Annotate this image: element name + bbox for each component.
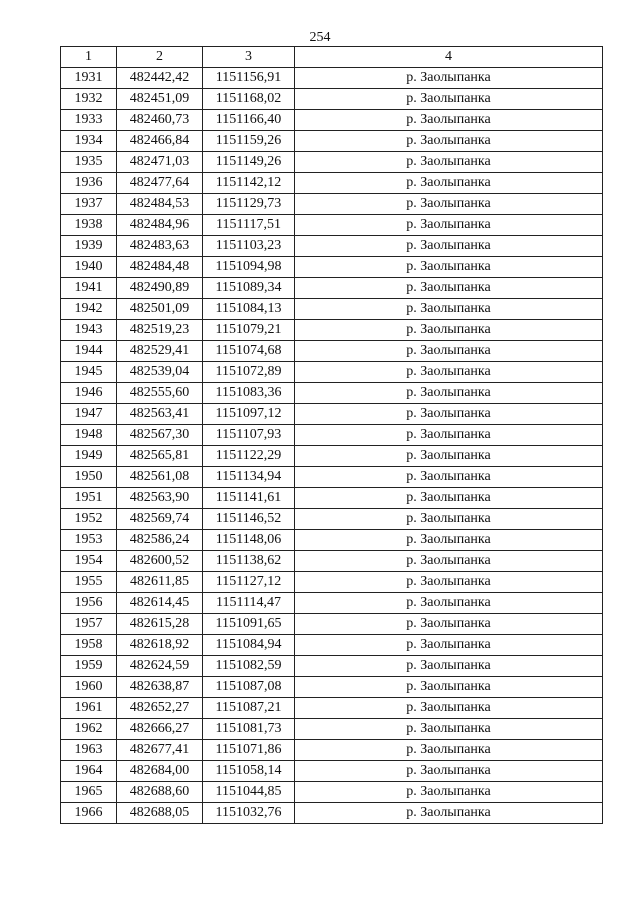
y-coordinate-cell: 1151074,68 — [203, 341, 295, 362]
y-coordinate-cell: 1151097,12 — [203, 404, 295, 425]
table-row — [61, 320, 603, 341]
y-coordinate-cell: 1151084,13 — [203, 299, 295, 320]
table-row — [61, 740, 603, 761]
description-cell: р. Заолыпанка — [295, 341, 603, 362]
x-coordinate-cell: 482677,41 — [117, 740, 203, 761]
table-row — [61, 698, 603, 719]
x-coordinate-cell: 482569,74 — [117, 509, 203, 530]
header-col-4: 4 — [295, 47, 603, 68]
table-row — [61, 236, 603, 257]
point-number-cell: 1943 — [61, 320, 117, 341]
description-cell: р. Заолыпанка — [295, 698, 603, 719]
table-row — [61, 803, 603, 824]
point-number-cell: 1940 — [61, 257, 117, 278]
x-coordinate-cell: 482490,89 — [117, 278, 203, 299]
description-cell: р. Заолыпанка — [295, 131, 603, 152]
description-cell: р. Заолыпанка — [295, 635, 603, 656]
point-number-cell: 1946 — [61, 383, 117, 404]
y-coordinate-cell: 1151032,76 — [203, 803, 295, 824]
table-row — [61, 152, 603, 173]
x-coordinate-cell: 482567,30 — [117, 425, 203, 446]
table-row — [61, 782, 603, 803]
y-coordinate-cell: 1151087,21 — [203, 698, 295, 719]
point-number-cell: 1932 — [61, 89, 117, 110]
x-coordinate-cell: 482684,00 — [117, 761, 203, 782]
y-coordinate-cell: 1151058,14 — [203, 761, 295, 782]
page-number: 254 — [309, 30, 331, 45]
x-coordinate-cell: 482688,60 — [117, 782, 203, 803]
point-number-cell: 1935 — [61, 152, 117, 173]
table-row — [61, 362, 603, 383]
point-number-cell: 1959 — [61, 656, 117, 677]
x-coordinate-cell: 482529,41 — [117, 341, 203, 362]
point-number-cell: 1965 — [61, 782, 117, 803]
description-cell: р. Заолыпанка — [295, 194, 603, 215]
table-row — [61, 488, 603, 509]
point-number-cell: 1937 — [61, 194, 117, 215]
y-coordinate-cell: 1151094,98 — [203, 257, 295, 278]
header-col-3: 3 — [203, 47, 295, 68]
description-cell: р. Заолыпанка — [295, 803, 603, 824]
x-coordinate-cell: 482451,09 — [117, 89, 203, 110]
description-cell: р. Заолыпанка — [295, 719, 603, 740]
y-coordinate-cell: 1151103,23 — [203, 236, 295, 257]
y-coordinate-cell: 1151107,93 — [203, 425, 295, 446]
y-coordinate-cell: 1151149,26 — [203, 152, 295, 173]
x-coordinate-cell: 482638,87 — [117, 677, 203, 698]
x-coordinate-cell: 482561,08 — [117, 467, 203, 488]
x-coordinate-cell: 482600,52 — [117, 551, 203, 572]
point-number-cell: 1947 — [61, 404, 117, 425]
description-cell: р. Заолыпанка — [295, 593, 603, 614]
description-cell: р. Заолыпанка — [295, 530, 603, 551]
table-body — [61, 68, 603, 824]
table-row — [61, 635, 603, 656]
description-cell: р. Заолыпанка — [295, 215, 603, 236]
y-coordinate-cell: 1151159,26 — [203, 131, 295, 152]
table-row — [61, 677, 603, 698]
point-number-cell: 1933 — [61, 110, 117, 131]
y-coordinate-cell: 1151117,51 — [203, 215, 295, 236]
x-coordinate-cell: 482565,81 — [117, 446, 203, 467]
table-row — [61, 257, 603, 278]
point-number-cell: 1966 — [61, 803, 117, 824]
description-cell: р. Заолыпанка — [295, 110, 603, 131]
table-row — [61, 383, 603, 404]
table-row — [61, 299, 603, 320]
point-number-cell: 1949 — [61, 446, 117, 467]
table-row — [61, 530, 603, 551]
description-cell: р. Заолыпанка — [295, 677, 603, 698]
description-cell: р. Заолыпанка — [295, 614, 603, 635]
table-row — [61, 110, 603, 131]
description-cell: р. Заолыпанка — [295, 509, 603, 530]
x-coordinate-cell: 482614,45 — [117, 593, 203, 614]
y-coordinate-cell: 1151083,36 — [203, 383, 295, 404]
point-number-cell: 1941 — [61, 278, 117, 299]
description-cell: р. Заолыпанка — [295, 152, 603, 173]
table-row — [61, 131, 603, 152]
y-coordinate-cell: 1151142,12 — [203, 173, 295, 194]
x-coordinate-cell: 482483,63 — [117, 236, 203, 257]
table-row — [61, 593, 603, 614]
coordinates-table — [60, 46, 603, 824]
table-row — [61, 509, 603, 530]
x-coordinate-cell: 482484,96 — [117, 215, 203, 236]
header-row — [61, 47, 603, 68]
point-number-cell: 1950 — [61, 467, 117, 488]
y-coordinate-cell: 1151091,65 — [203, 614, 295, 635]
x-coordinate-cell: 482555,60 — [117, 383, 203, 404]
x-coordinate-cell: 482615,28 — [117, 614, 203, 635]
point-number-cell: 1948 — [61, 425, 117, 446]
point-number-cell: 1958 — [61, 635, 117, 656]
description-cell: р. Заолыпанка — [295, 488, 603, 509]
table-row — [61, 425, 603, 446]
point-number-cell: 1960 — [61, 677, 117, 698]
description-cell: р. Заолыпанка — [295, 446, 603, 467]
x-coordinate-cell: 482519,23 — [117, 320, 203, 341]
point-number-cell: 1954 — [61, 551, 117, 572]
description-cell: р. Заолыпанка — [295, 572, 603, 593]
x-coordinate-cell: 482484,48 — [117, 257, 203, 278]
point-number-cell: 1952 — [61, 509, 117, 530]
table-row — [61, 89, 603, 110]
table-row — [61, 173, 603, 194]
y-coordinate-cell: 1151134,94 — [203, 467, 295, 488]
table-row — [61, 761, 603, 782]
point-number-cell: 1939 — [61, 236, 117, 257]
point-number-cell: 1963 — [61, 740, 117, 761]
table-row — [61, 719, 603, 740]
y-coordinate-cell: 1151081,73 — [203, 719, 295, 740]
x-coordinate-cell: 482563,41 — [117, 404, 203, 425]
table-row — [61, 551, 603, 572]
x-coordinate-cell: 482442,42 — [117, 68, 203, 89]
description-cell: р. Заолыпанка — [295, 320, 603, 341]
y-coordinate-cell: 1151114,47 — [203, 593, 295, 614]
description-cell: р. Заолыпанка — [295, 467, 603, 488]
y-coordinate-cell: 1151129,73 — [203, 194, 295, 215]
y-coordinate-cell: 1151044,85 — [203, 782, 295, 803]
x-coordinate-cell: 482618,92 — [117, 635, 203, 656]
y-coordinate-cell: 1151084,94 — [203, 635, 295, 656]
y-coordinate-cell: 1151072,89 — [203, 362, 295, 383]
y-coordinate-cell: 1151146,52 — [203, 509, 295, 530]
point-number-cell: 1942 — [61, 299, 117, 320]
table-row — [61, 68, 603, 89]
header-col-1: 1 — [61, 47, 117, 68]
point-number-cell: 1951 — [61, 488, 117, 509]
x-coordinate-cell: 482501,09 — [117, 299, 203, 320]
description-cell: р. Заолыпанка — [295, 761, 603, 782]
point-number-cell: 1953 — [61, 530, 117, 551]
x-coordinate-cell: 482484,53 — [117, 194, 203, 215]
header-col-2: 2 — [117, 47, 203, 68]
description-cell: р. Заолыпанка — [295, 740, 603, 761]
y-coordinate-cell: 1151168,02 — [203, 89, 295, 110]
description-cell: р. Заолыпанка — [295, 173, 603, 194]
point-number-cell: 1938 — [61, 215, 117, 236]
table-row — [61, 278, 603, 299]
point-number-cell: 1961 — [61, 698, 117, 719]
point-number-cell: 1955 — [61, 572, 117, 593]
y-coordinate-cell: 1151156,91 — [203, 68, 295, 89]
table-row — [61, 467, 603, 488]
point-number-cell: 1934 — [61, 131, 117, 152]
y-coordinate-cell: 1151148,06 — [203, 530, 295, 551]
x-coordinate-cell: 482460,73 — [117, 110, 203, 131]
table-row — [61, 656, 603, 677]
description-cell: р. Заолыпанка — [295, 425, 603, 446]
x-coordinate-cell: 482563,90 — [117, 488, 203, 509]
y-coordinate-cell: 1151079,21 — [203, 320, 295, 341]
x-coordinate-cell: 482624,59 — [117, 656, 203, 677]
description-cell: р. Заолыпанка — [295, 257, 603, 278]
y-coordinate-cell: 1151166,40 — [203, 110, 295, 131]
point-number-cell: 1962 — [61, 719, 117, 740]
description-cell: р. Заолыпанка — [295, 299, 603, 320]
y-coordinate-cell: 1151141,61 — [203, 488, 295, 509]
description-cell: р. Заолыпанка — [295, 278, 603, 299]
point-number-cell: 1944 — [61, 341, 117, 362]
point-number-cell: 1945 — [61, 362, 117, 383]
point-number-cell: 1957 — [61, 614, 117, 635]
x-coordinate-cell: 482688,05 — [117, 803, 203, 824]
y-coordinate-cell: 1151138,62 — [203, 551, 295, 572]
point-number-cell: 1931 — [61, 68, 117, 89]
table-row — [61, 404, 603, 425]
y-coordinate-cell: 1151122,29 — [203, 446, 295, 467]
table-row — [61, 194, 603, 215]
description-cell: р. Заолыпанка — [295, 551, 603, 572]
x-coordinate-cell: 482586,24 — [117, 530, 203, 551]
point-number-cell: 1964 — [61, 761, 117, 782]
y-coordinate-cell: 1151087,08 — [203, 677, 295, 698]
x-coordinate-cell: 482477,64 — [117, 173, 203, 194]
description-cell: р. Заолыпанка — [295, 383, 603, 404]
point-number-cell: 1956 — [61, 593, 117, 614]
table-header — [61, 47, 603, 68]
y-coordinate-cell: 1151082,59 — [203, 656, 295, 677]
x-coordinate-cell: 482471,03 — [117, 152, 203, 173]
description-cell: р. Заолыпанка — [295, 362, 603, 383]
table-row — [61, 446, 603, 467]
x-coordinate-cell: 482611,85 — [117, 572, 203, 593]
x-coordinate-cell: 482652,27 — [117, 698, 203, 719]
table-row — [61, 572, 603, 593]
y-coordinate-cell: 1151071,86 — [203, 740, 295, 761]
point-number-cell: 1936 — [61, 173, 117, 194]
description-cell: р. Заолыпанка — [295, 782, 603, 803]
y-coordinate-cell: 1151089,34 — [203, 278, 295, 299]
x-coordinate-cell: 482666,27 — [117, 719, 203, 740]
table-row — [61, 341, 603, 362]
description-cell: р. Заолыпанка — [295, 89, 603, 110]
y-coordinate-cell: 1151127,12 — [203, 572, 295, 593]
description-cell: р. Заолыпанка — [295, 404, 603, 425]
description-cell: р. Заолыпанка — [295, 656, 603, 677]
description-cell: р. Заолыпанка — [295, 236, 603, 257]
table-row — [61, 614, 603, 635]
description-cell: р. Заолыпанка — [295, 68, 603, 89]
table-row — [61, 215, 603, 236]
x-coordinate-cell: 482466,84 — [117, 131, 203, 152]
x-coordinate-cell: 482539,04 — [117, 362, 203, 383]
